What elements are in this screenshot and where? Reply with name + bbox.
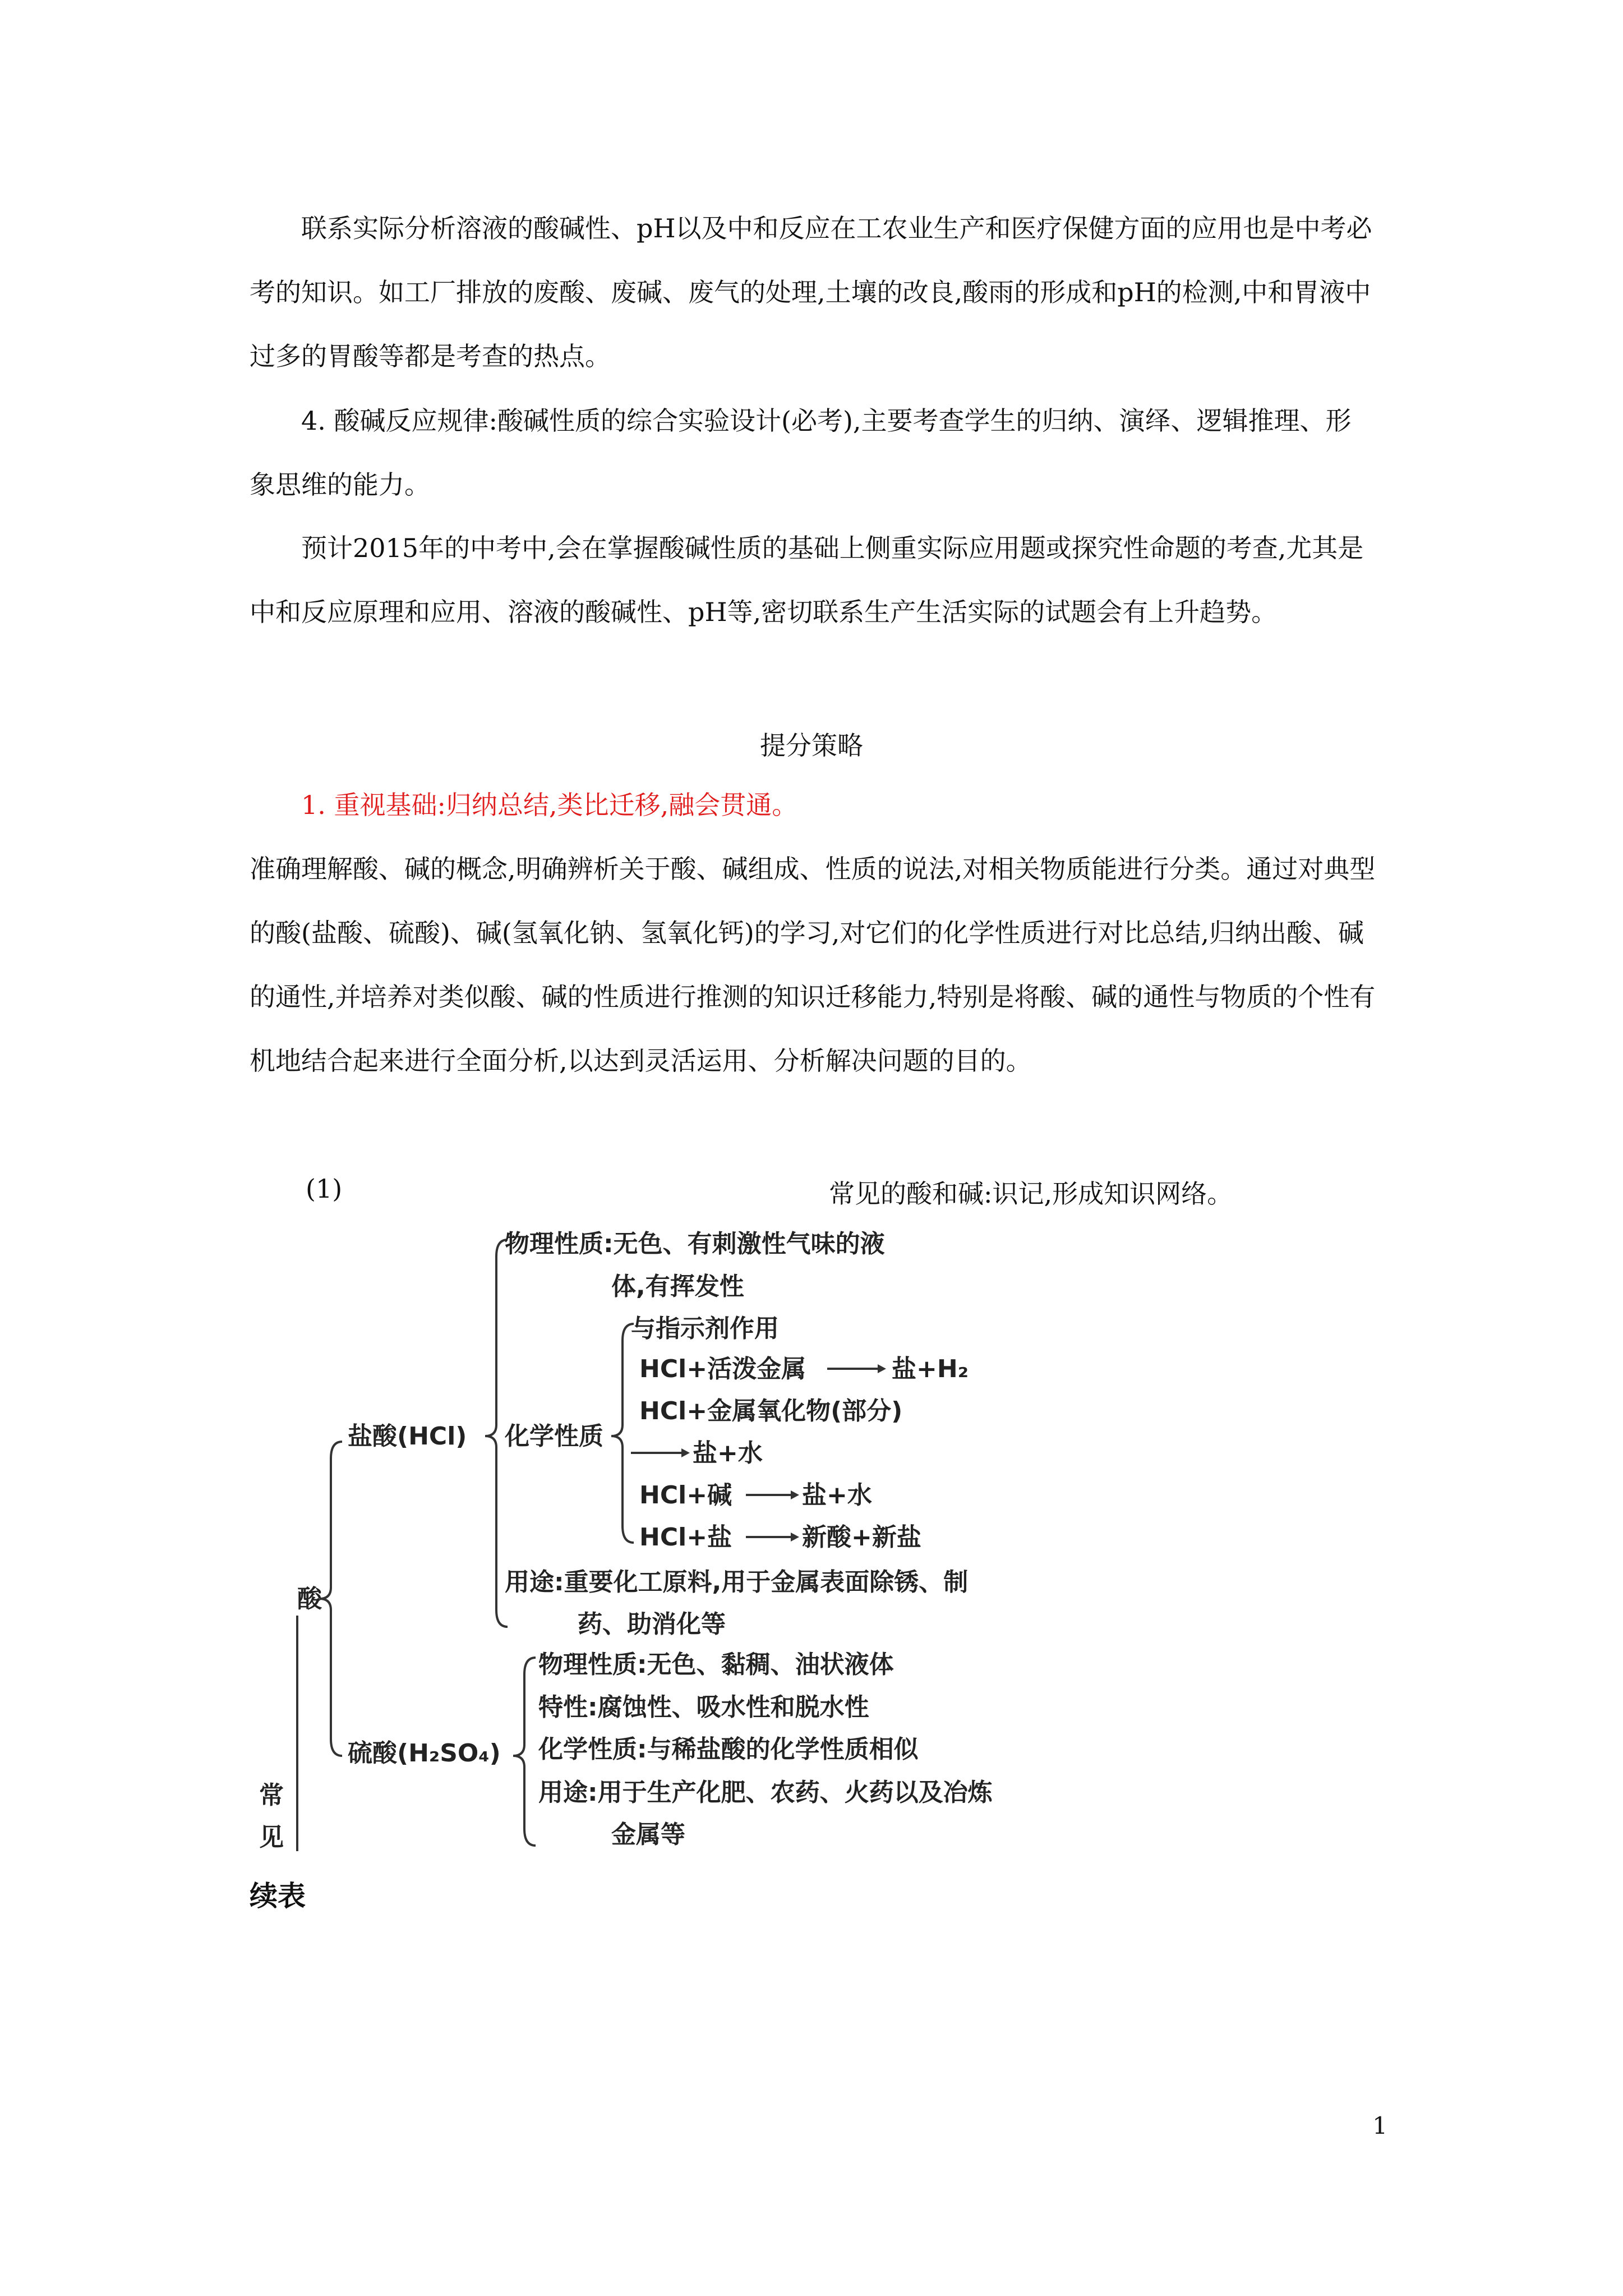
paragraph-forecast: 预计2015年的中考中,会在掌握酸碱性质的基础上侧重实际应用题或探究性命题的考查,尤其是中和反应原理和应用、溶液的酸碱性、pH等,密切联系生产生活实际的试题会有上升趋势。 (250, 533, 1364, 627)
hcl-brace (485, 1240, 508, 1627)
acid-label: 酸 (297, 1585, 322, 1613)
chem-salt: HCl+盐 (639, 1523, 732, 1552)
root-label-2: 见 (259, 1823, 284, 1852)
chem-metal-product: 盐+H₂ (892, 1355, 969, 1383)
h2so4-special: 特性:腐蚀性、吸水性和脱水性 (538, 1693, 869, 1722)
section-title: 提分策略 (760, 730, 863, 761)
arrow-salt-head (791, 1533, 799, 1542)
hcl-use-line-1: 用途:重要化工原料,用于金属表面除锈、制 (505, 1568, 969, 1596)
paragraph-concept: 准确理解酸、碱的概念,明确辨析关于酸、碱组成、性质的说法,对相关物质能进行分类。通过对典型的酸(盐酸、硫酸)、碱(氢氧化钠、氢氧化钙)的学习,对它们的化学性质进行对比总结,归纳出酸、碱的通性,并培养对类似酸、碱的性质进行推测的知识迁移能力,特别是将酸、碱的通性与物质的个性有机地结合起来进行全面分析,以达到灵活运用、分析解决问题的目的。 (250, 854, 1376, 1076)
chem-base-product: 盐+水 (802, 1481, 872, 1510)
h2so4-use-line-2: 金属等 (611, 1820, 685, 1849)
hcl-use-line-2: 药、助消化等 (578, 1610, 726, 1639)
paragraph-application: 联系实际分析溶液的酸碱性、pH以及中和反应在工农业生产和医疗保健方面的应用也是中考必考的知识。如工厂排放的废酸、废碱、废气的处理,土壤的改良,酸雨的形成和pH的检测,中和胃液中过多的胃酸等都是考查的热点。 (250, 213, 1372, 371)
h2so4-physical: 物理性质:无色、黏稠、油状液体 (538, 1650, 894, 1679)
hcl-chemical-label: 化学性质 (505, 1422, 603, 1451)
item-1-number: (1) (306, 1174, 343, 1204)
hcl-physical-line-2: 体,有挥发性 (611, 1272, 744, 1301)
chem-indicator: 与指示剂作用 (631, 1314, 779, 1343)
chem-salt-product: 新酸+新盐 (802, 1523, 921, 1552)
hcl-physical-line-1: 物理性质:无色、有刺激性气味的液 (505, 1230, 885, 1258)
acid-brace (320, 1442, 342, 1756)
page-number: 1 (1372, 2112, 1387, 2139)
h2so4-use-line-1: 用途:用于生产化肥、农药、火药以及冶炼 (538, 1778, 993, 1807)
root-label-1: 常 (259, 1781, 284, 1810)
h2so4-chemical: 化学性质:与稀盐酸的化学性质相似 (538, 1735, 919, 1764)
continued-label: 续表 (250, 1880, 306, 1912)
chem-metal: HCl+活泼金属 (639, 1355, 806, 1383)
h2so4-brace (513, 1658, 536, 1846)
chem-base: HCl+碱 (639, 1481, 732, 1510)
arrow-metal-head (878, 1364, 886, 1373)
h2so4-label: 硫酸(H₂SO₄) (348, 1739, 501, 1768)
arrow-base-head (791, 1490, 799, 1499)
item-1-text: 常见的酸和碱:识记,形成知识网络。 (829, 1179, 1233, 1209)
chem-oxide: HCl+金属氧化物(部分) (639, 1397, 903, 1425)
hcl-label: 盐酸(HCl) (348, 1422, 467, 1451)
arrow-oxide-head (681, 1448, 690, 1457)
chem-oxide-product: 盐+水 (693, 1439, 763, 1467)
strategy-point-1: 1. 重视基础:归纳总结,类比迁移,融会贯通。 (301, 790, 798, 820)
chem-brace (611, 1324, 634, 1543)
paragraph-rule-4: 4. 酸碱反应规律:酸碱性质的综合实验设计(必考),主要考查学生的归纳、演绎、逻辑推理、形象思维的能力。 (250, 406, 1352, 500)
